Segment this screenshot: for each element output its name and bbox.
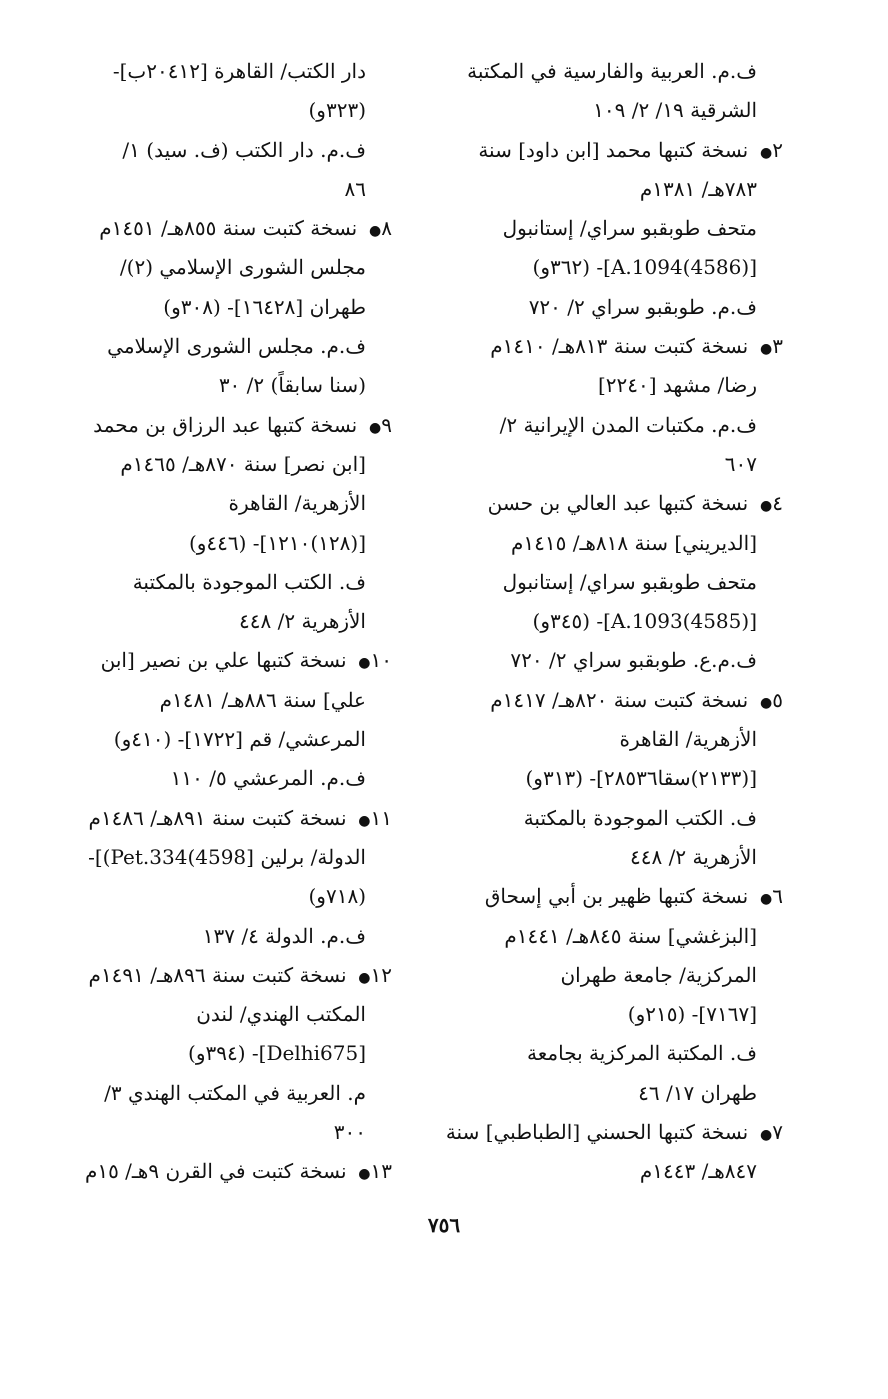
entry-text-line <box>52 759 392 798</box>
line-text: [البزغشي] سنة ٨٤٥هـ/ ١٤٤١م <box>504 923 757 948</box>
entry-heading-line <box>438 131 783 170</box>
entry-heading-line <box>438 327 783 366</box>
line-text: طهران [١٦٤٢٨]- (٣٠٨و) <box>163 294 366 319</box>
entry-text-line <box>52 681 392 720</box>
entry-text-line <box>438 838 783 877</box>
entry-text-line <box>438 602 783 641</box>
entry-text-line <box>438 720 783 759</box>
line-text: ف. الكتب الموجودة بالمكتبة <box>523 805 757 830</box>
entry-text-line <box>52 1034 392 1073</box>
line-text: ف. الكتب الموجودة بالمكتبة <box>132 569 366 594</box>
line-text: نسخة كتبها علي بن نصير [ابن <box>100 648 347 673</box>
entry-text-line <box>438 563 783 602</box>
line-text: الأزهرية/ القاهرة <box>619 727 757 752</box>
entry-number: ٣ <box>772 334 783 359</box>
entry-text-line <box>438 248 783 287</box>
entry-text-line <box>52 366 392 405</box>
line-text: [Delhi675]- (٣٩٤و) <box>188 1041 366 1066</box>
line-text: ف.م. طوبقبو سراي ٢/ ٧٢٠ <box>528 294 757 319</box>
entry-text-line <box>438 1074 783 1113</box>
line-text: المرعشي/ قم [١٧٢٢]- (٤١٠و) <box>113 727 366 752</box>
bullet-icon: ● <box>760 341 773 358</box>
line-text: [الديريني] سنة ٨١٨هـ/ ١٤١٥م <box>511 530 757 555</box>
line-text: ف.م. دار الكتب (ف. سيد) ١/ <box>122 137 366 162</box>
line-text: نسخة كتبها عبد الرزاق بن محمد <box>93 412 358 437</box>
line-text: نسخة كتبت سنة ٨١٣هـ/ ١٤١٠م <box>490 334 749 359</box>
entry-heading-line <box>438 1113 783 1152</box>
line-text: ف.م. العربية والفارسية في المكتبة <box>467 59 757 83</box>
entry-text-line <box>52 248 392 287</box>
entry-text-line <box>438 759 783 798</box>
line-text: ٧٨٣هـ/ ١٣٨١م <box>639 176 757 201</box>
line-text: [ابن نصر] سنة ٨٧٠هـ/ ١٤٦٥م <box>120 451 366 476</box>
entry-text-line <box>52 917 392 956</box>
entry-text-line <box>438 799 783 838</box>
entry-number: ١٠ <box>370 648 392 673</box>
entry-heading-line <box>52 956 392 995</box>
bullet-icon: ● <box>369 419 382 436</box>
line-text: (٧١٨و) <box>308 884 366 909</box>
line-text: ف.م. مجلس الشورى الإسلامي <box>107 334 366 359</box>
entry-text-line <box>438 956 783 995</box>
entry-text-line <box>438 366 783 405</box>
entry-text-line <box>438 209 783 248</box>
entry-number: ٢ <box>772 137 783 162</box>
bullet-icon: ● <box>760 1127 773 1144</box>
line-text: الشرقية ١٩/ ٢/ ١٠٩ <box>593 98 757 123</box>
entry-text-line <box>52 91 392 130</box>
bullet-icon: ● <box>760 891 773 908</box>
entry-text-line <box>52 1074 392 1113</box>
line-text: نسخة كتبت سنة ٨٢٠هـ/ ١٤١٧م <box>490 687 749 712</box>
line-text: الدولة/ برلين [4598)Pet.334)]- <box>88 844 366 869</box>
line-text: ٣٠٠ <box>333 1120 366 1145</box>
line-text: [(٢١٣٣)سقا٢٨٥٣٦]- (٣١٣و) <box>525 766 757 791</box>
entry-heading-line <box>438 484 783 523</box>
entry-number: ١١ <box>370 805 392 830</box>
line-text: نسخة كتبها ظهير بن أبي إسحاق <box>484 884 749 909</box>
line-text: نسخة كتبت في القرن ٩هـ/ ١٥م <box>84 1159 347 1184</box>
entry-heading-line <box>52 1152 392 1191</box>
entry-text-line <box>52 1113 392 1152</box>
entry-text-line <box>52 327 392 366</box>
line-text: [(١٢٨)١٢١٠]- (٤٤٦و) <box>188 530 366 555</box>
entry-heading-line <box>52 406 392 445</box>
line-text: نسخة كتبت سنة ٨٥٥هـ/ ١٤٥١م <box>99 216 358 241</box>
line-text: المركزية/ جامعة طهران <box>560 962 757 987</box>
entry-text-line <box>438 995 783 1034</box>
bullet-icon: ● <box>760 144 773 161</box>
line-text: طهران ١٧/ ٤٦ <box>638 1080 757 1105</box>
entry-number: ٤ <box>772 491 783 516</box>
entry-text-line <box>438 524 783 563</box>
entry-text-line <box>52 288 392 327</box>
line-text: علي] سنة ٨٨٦هـ/ ١٤٨١م <box>159 687 366 712</box>
line-text: م. العربية في المكتب الهندي ٣/ <box>104 1080 366 1105</box>
line-text: نسخة كتبت سنة ٨٩٦هـ/ ١٤٩١م <box>88 962 347 987</box>
entry-number: ٧ <box>772 1120 783 1145</box>
entry-text-line <box>52 524 392 563</box>
line-text: الأزهرية/ القاهرة <box>228 491 366 516</box>
line-text: (سنا سابقاً) ٢/ ٣٠ <box>218 373 366 398</box>
entry-text-line <box>52 838 392 877</box>
line-text: ف.م.ع. طوبقبو سراي ٢/ ٧٢٠ <box>510 648 757 673</box>
entry-text-line <box>438 641 783 680</box>
entry-text-line <box>52 563 392 602</box>
entry-number: ٩ <box>381 412 392 437</box>
entry-heading-line <box>52 209 392 248</box>
bullet-icon: ● <box>358 1166 371 1183</box>
line-text: مجلس الشورى الإسلامي (٢)/ <box>119 255 366 280</box>
line-text: دار الكتب/ القاهرة [٢٠٤١٢ب]- <box>112 59 366 83</box>
entry-heading-line <box>438 877 783 916</box>
line-text: نسخة كتبها عبد العالي بن حسن <box>487 491 749 516</box>
line-text: [A.1093(4585)]- (٣٤٥و) <box>532 609 757 634</box>
entry-text-line <box>52 877 392 916</box>
entry-heading-line <box>52 641 392 680</box>
bullet-icon: ● <box>760 498 773 515</box>
entry-heading-line <box>438 681 783 720</box>
entry-number: ١٣ <box>370 1159 392 1184</box>
bullet-icon: ● <box>358 655 371 672</box>
bullet-icon: ● <box>358 969 371 986</box>
line-text: متحف طوبقبو سراي/ إستانبول <box>502 216 757 241</box>
entry-text-line <box>52 720 392 759</box>
entry-number: ١٢ <box>370 962 392 987</box>
entry-text-line <box>52 484 392 523</box>
entry-text-line <box>438 288 783 327</box>
bullet-icon: ● <box>760 694 773 711</box>
line-text: ٦٠٧ <box>724 451 757 476</box>
right-column <box>438 52 783 1192</box>
entry-heading-line <box>52 799 392 838</box>
line-text: نسخة كتبها الحسني [الطباطبي] سنة <box>445 1120 749 1145</box>
line-text: ف. المكتبة المركزية بجامعة <box>527 1041 757 1066</box>
bullet-icon: ● <box>369 223 382 240</box>
line-text: ف.م. الدولة ٤/ ١٣٧ <box>202 923 366 948</box>
entry-text-line <box>438 170 783 209</box>
entry-number: ٥ <box>772 687 783 712</box>
entry-text-line <box>438 1152 783 1191</box>
page-number: ٧٥٦ <box>427 1213 461 1237</box>
line-text: الأزهرية ٢/ ٤٤٨ <box>630 844 757 869</box>
line-text: (٣٢٣و) <box>308 98 366 123</box>
line-text: ٨٤٧هـ/ ١٤٤٣م <box>639 1159 757 1184</box>
line-text: [٧١٦٧]- (٢١٥و) <box>627 1002 757 1027</box>
line-text: نسخة كتبها محمد [ابن داود] سنة <box>478 137 749 162</box>
line-text: ٨٦ <box>344 176 366 201</box>
entry-text-line <box>52 995 392 1034</box>
left-column <box>52 52 392 1192</box>
line-text: الأزهرية ٢/ ٤٤٨ <box>239 609 366 634</box>
entry-text-line <box>438 445 783 484</box>
entry-text-line <box>52 52 392 91</box>
line-text: [A.1094(4586)]- (٣٦٢و) <box>532 255 757 280</box>
line-text: ف.م. المرعشي ٥/ ١١٠ <box>170 766 366 791</box>
entry-number: ٨ <box>381 216 392 241</box>
line-text: رضا/ مشهد [٢٢٤٠] <box>597 373 757 398</box>
bullet-icon: ● <box>358 812 371 829</box>
entry-text-line <box>52 602 392 641</box>
line-text: المكتب الهندي/ لندن <box>196 1002 366 1027</box>
entry-text-line <box>438 91 783 130</box>
entry-text-line <box>52 131 392 170</box>
entry-text-line <box>438 52 783 91</box>
line-text: ف.م. مكتبات المدن الإيرانية ٢/ <box>499 412 757 437</box>
line-text: متحف طوبقبو سراي/ إستانبول <box>502 569 757 594</box>
entry-text-line <box>438 1034 783 1073</box>
entry-number: ٦ <box>772 884 783 909</box>
entry-text-line <box>52 170 392 209</box>
entry-text-line <box>438 917 783 956</box>
entry-text-line <box>438 406 783 445</box>
entry-text-line <box>52 445 392 484</box>
line-text: نسخة كتبت سنة ٨٩١هـ/ ١٤٨٦م <box>88 805 347 830</box>
